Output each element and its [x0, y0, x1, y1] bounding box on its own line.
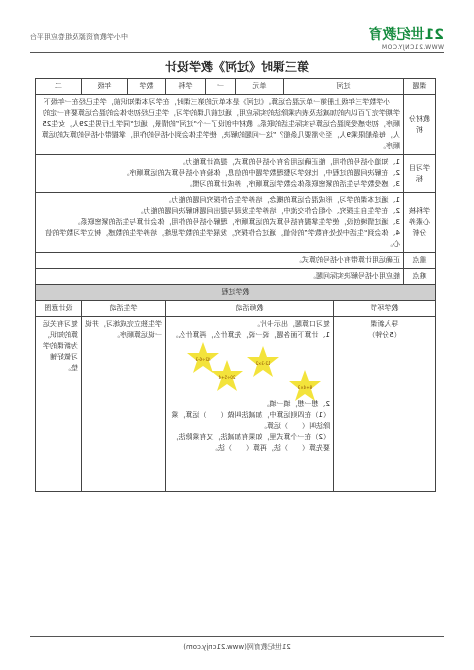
stage-cell [334, 317, 436, 492]
process-title-row [36, 285, 436, 301]
star-card [246, 345, 280, 379]
goal-item: 2、在解决问题的过程中，比较学习整理数学题中的信息，体验有小括号算式的运算顺序。 [122, 169, 400, 177]
footer-divider [30, 636, 444, 637]
star-expression: 8+4×3 [297, 385, 313, 390]
goals-cell [36, 155, 404, 193]
goal-item: 3、感受数学与生活的紧密联系体会数学运算顺序，养成计算的习惯。 [185, 180, 400, 188]
page-header [30, 20, 444, 52]
logo-text: 21世纪教育 [368, 27, 444, 43]
col-header-stage: 教学环节 [334, 301, 436, 317]
col-header-student: 学生活动 [82, 301, 166, 317]
literacy-item: 3、通过情境创设，使学生掌握有括号算式的运算顺序，理解小括号的作用，体会计算与生活的紧密联系。 [73, 218, 400, 226]
col-header-teacher: 教师活动 [166, 301, 334, 317]
analysis-text: 小学数学三年级上册第一单元混合运算。《过河》是本单元的第三课时，在学习本课知识前，学生已经在一年级下学期学完了百以内的加减法及表内乘除法的实际应用，通过前几课的学习，学生已经初步体会的混合运算要有一定的顺序，初步感受到混合运算与实际生活的联系。教材中创设了一个“过河”的情景，通过“同学上行男生29人，女生25人，每条船限乘9人，至少需要几条船？”这一问题的解决，使学生体会到小括号的作用，掌握带小括号的算式的运算顺序。 [41, 98, 400, 150]
process-header-row [36, 301, 436, 317]
process-title: 教学过程 [36, 285, 436, 301]
star-card [288, 369, 322, 403]
topic-value: 过河 [284, 79, 404, 95]
star-expression: 12-3×2 [255, 361, 271, 366]
site-logo [369, 24, 444, 51]
key-text: 正确运用计算带有小括号的算式。 [36, 253, 404, 269]
teacher-step: （2）在一个算式里，如果有加减法，又有乘除法，要先算（ ）法，再算（ ）法。 [171, 433, 330, 452]
grade-value: 二 [36, 79, 82, 95]
literacy-cell [36, 193, 404, 253]
grade-label: 年级 [82, 79, 128, 95]
key-row [36, 253, 436, 269]
teacher-cell [166, 317, 334, 492]
stage-name: 导入新课 [370, 320, 399, 328]
unit-value: 一 [206, 79, 236, 95]
star-expression: 20÷5+4 [218, 375, 236, 380]
info-row [36, 79, 436, 95]
literacy-item: 4、体会到“生活中处处有数学”的价值，通过合作探究，发展学生的数学思维，培养学生的数感，树立学习数学的信心。 [45, 229, 400, 248]
subject-value: 数学 [128, 79, 166, 95]
teacher-step: 复习口算题，出示卡片。 [253, 320, 330, 328]
literacy-row [36, 193, 436, 253]
header-divider [30, 52, 444, 53]
logo-url: WWW.21CNJY.COM [381, 44, 444, 51]
topic-label: 课题 [404, 79, 436, 95]
intent-cell: 复习有关运算的知识，为新课的学习做好铺垫。 [36, 317, 82, 492]
analysis-row [36, 95, 436, 155]
goal-item: 1、知道小括号的作用，能正确运用含有小括号的算式，提高计算能力。 [178, 158, 400, 166]
teacher-step: 2、想一想，填一填。 [262, 400, 330, 408]
analysis-cell [36, 95, 404, 155]
process-row [36, 317, 436, 492]
difficulty-row [36, 269, 436, 285]
lesson-plan-table [35, 78, 436, 492]
col-header-intent: 设计意图 [36, 301, 82, 317]
star-expression: 42÷6-3 [195, 357, 211, 362]
literacy-item: 1、通过本课的学习，形成混合运算的概念，培养学生合作探究问题的能力。 [164, 196, 400, 204]
subject-label: 学科 [166, 79, 206, 95]
unit-label: 单元 [236, 79, 284, 95]
goals-row [36, 155, 436, 193]
star-cards [169, 341, 330, 399]
difficulty-label: 难点 [404, 269, 436, 285]
literacy-item: 2、在学生自主探究、小组合作交流中，培养学生发现与提出问题和解决问题的能力。 [136, 207, 400, 215]
teacher-step: 1、计算下面各题，说一说，先算什么，再算什么。 [171, 331, 330, 339]
key-label: 重点 [404, 253, 436, 269]
teacher-step: （1）在四则运算中，加减法叫做（ ）运算，乘除法叫（ ）运算。 [171, 411, 330, 430]
doc-title: 第三课时《过河》教学设计 [165, 60, 310, 74]
literacy-label: 学科核心素养分析 [404, 193, 436, 253]
student-cell: 学生独立完成练习，并说一说运算顺序。 [82, 317, 166, 492]
platform-name: 中小学教育资源及组卷应用平台 [30, 33, 128, 41]
analysis-label: 教材分析 [404, 95, 436, 155]
star-card [186, 341, 220, 375]
stage-time: （5分钟） [368, 331, 401, 339]
difficulty-text: 能应用小括号解决实际问题。 [36, 269, 404, 285]
page-footer: 21世纪教育网(www.21cnjy.com) [183, 643, 291, 651]
goals-label: 学习目标 [404, 155, 436, 193]
